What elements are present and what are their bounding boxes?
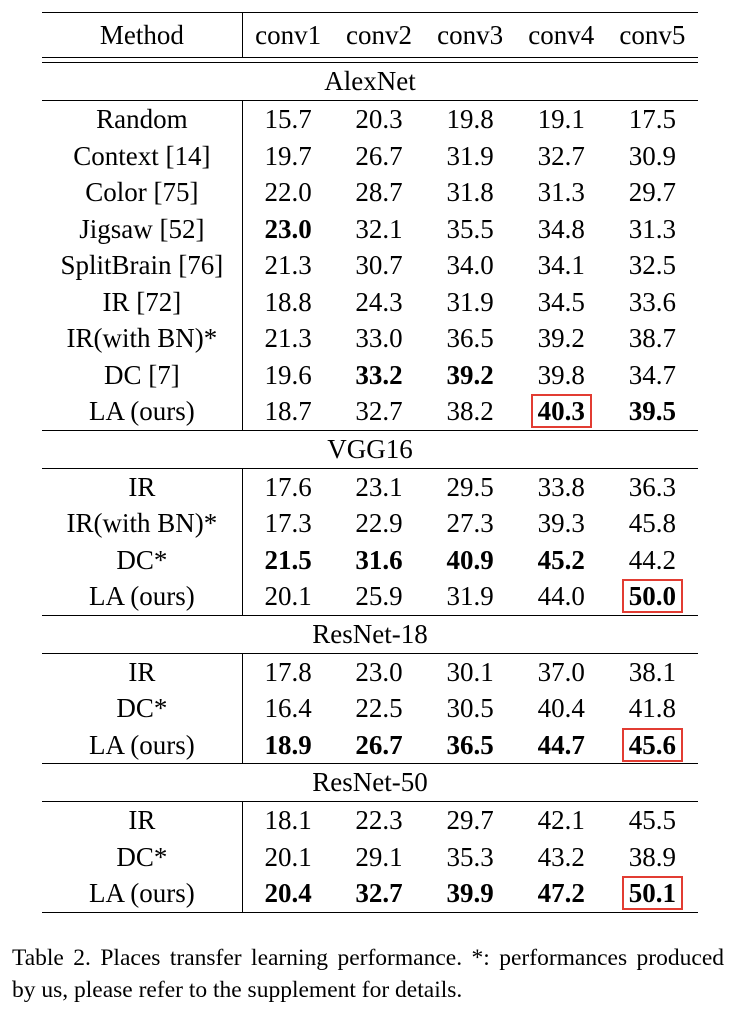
method-name: IR <box>42 653 242 690</box>
score-value: 29.7 <box>446 805 494 836</box>
score-value: 34.7 <box>628 359 677 390</box>
score-cell <box>242 468 333 505</box>
score-value: 38.7 <box>628 323 677 354</box>
score-cell <box>607 211 698 248</box>
score-cell <box>516 505 607 542</box>
score-value: 31.9 <box>446 140 494 171</box>
score-cell <box>607 690 698 727</box>
score-value: 31.3 <box>628 213 677 244</box>
table-row <box>42 101 698 138</box>
score-value: 39.9 <box>446 878 494 909</box>
section-title: ResNet-18 <box>42 615 698 653</box>
method-name: LA (ours) <box>42 875 242 912</box>
method-name: DC [7] <box>42 357 242 394</box>
score-cell <box>607 727 698 764</box>
score-value: 45.8 <box>628 508 677 539</box>
score-cell <box>425 284 516 321</box>
table-row <box>42 284 698 321</box>
score-cell <box>607 542 698 579</box>
score-value: 20.1 <box>264 581 312 612</box>
score-value: 47.2 <box>537 878 585 909</box>
score-value: 36.5 <box>446 729 494 760</box>
method-name: DC* <box>42 839 242 876</box>
method-name: LA (ours) <box>42 578 242 615</box>
score-value: 32.1 <box>355 213 403 244</box>
score-cell <box>516 284 607 321</box>
score-cell <box>333 542 424 579</box>
score-value: 40.9 <box>446 544 494 575</box>
score-cell <box>425 101 516 138</box>
score-cell <box>607 578 698 615</box>
score-value: 23.1 <box>355 471 403 502</box>
score-value: 20.1 <box>264 841 312 872</box>
score-cell <box>333 101 424 138</box>
section-title: VGG16 <box>42 430 698 468</box>
score-cell <box>607 802 698 839</box>
table-row <box>42 802 698 839</box>
score-cell <box>516 357 607 394</box>
table-row <box>42 505 698 542</box>
score-value: 39.8 <box>537 359 585 390</box>
score-value: 44.0 <box>537 581 585 612</box>
score-value: 20.4 <box>264 878 312 909</box>
score-value: 44.2 <box>628 544 677 575</box>
score-cell <box>516 653 607 690</box>
score-value: 33.0 <box>355 323 403 354</box>
score-value: 34.8 <box>537 213 585 244</box>
score-value: 32.7 <box>355 878 403 909</box>
score-value: 18.9 <box>264 729 312 760</box>
table-row <box>42 690 698 727</box>
score-value: 36.5 <box>446 323 494 354</box>
score-cell <box>333 690 424 727</box>
score-cell <box>333 505 424 542</box>
score-cell <box>242 542 333 579</box>
header-conv4: conv4 <box>516 13 607 58</box>
score-cell <box>425 578 516 615</box>
score-cell <box>425 839 516 876</box>
score-value: 19.7 <box>264 140 312 171</box>
table-header-row <box>42 13 698 58</box>
score-cell <box>425 138 516 175</box>
score-value: 17.6 <box>264 471 312 502</box>
score-value: 41.8 <box>628 693 677 724</box>
score-value: 18.7 <box>264 396 312 427</box>
score-cell <box>242 653 333 690</box>
score-cell <box>242 357 333 394</box>
table-row <box>42 174 698 211</box>
score-cell <box>516 138 607 175</box>
score-cell <box>425 505 516 542</box>
score-value: 32.7 <box>355 396 403 427</box>
score-value: 38.2 <box>446 396 494 427</box>
score-cell <box>516 211 607 248</box>
score-value: 31.3 <box>537 177 585 208</box>
table-row <box>42 247 698 284</box>
score-value: 38.1 <box>628 656 677 687</box>
table-row <box>42 875 698 912</box>
score-cell <box>425 875 516 912</box>
score-cell <box>607 505 698 542</box>
score-value: 38.9 <box>628 841 677 872</box>
score-value: 15.7 <box>264 104 312 135</box>
results-table-body <box>42 13 698 913</box>
score-value: 33.2 <box>355 359 403 390</box>
score-cell <box>333 247 424 284</box>
score-value: 39.5 <box>628 396 677 427</box>
table-row <box>42 542 698 579</box>
method-name: Random <box>42 101 242 138</box>
score-value: 45.5 <box>628 805 677 836</box>
score-cell <box>516 578 607 615</box>
score-cell <box>516 320 607 357</box>
score-value: 30.9 <box>628 140 677 171</box>
score-cell <box>425 542 516 579</box>
score-value: 28.7 <box>355 177 403 208</box>
section-header-row <box>42 764 698 802</box>
header-conv3: conv3 <box>425 13 516 58</box>
score-cell <box>333 578 424 615</box>
score-value: 34.5 <box>537 286 585 317</box>
score-value: 34.0 <box>446 250 494 281</box>
score-value: 25.9 <box>355 581 403 612</box>
score-value: 35.3 <box>446 841 494 872</box>
score-cell <box>425 468 516 505</box>
score-value: 26.7 <box>355 140 403 171</box>
score-value: 50.1 <box>622 876 683 910</box>
score-value: 27.3 <box>446 508 494 539</box>
table-row <box>42 468 698 505</box>
section-title: ResNet-50 <box>42 764 698 802</box>
score-cell <box>425 393 516 430</box>
score-value: 50.0 <box>622 579 683 613</box>
score-cell <box>516 174 607 211</box>
score-cell <box>242 320 333 357</box>
score-value: 22.9 <box>355 508 403 539</box>
score-cell <box>242 393 333 430</box>
score-value: 19.8 <box>446 104 494 135</box>
score-cell <box>516 802 607 839</box>
score-cell <box>516 393 607 430</box>
score-cell <box>516 247 607 284</box>
score-value: 39.2 <box>446 359 494 390</box>
score-value: 17.8 <box>264 656 312 687</box>
score-value: 22.5 <box>355 693 403 724</box>
score-cell <box>607 284 698 321</box>
section-title: AlexNet <box>42 63 698 101</box>
header-conv2: conv2 <box>333 13 424 58</box>
score-cell <box>516 839 607 876</box>
table-row <box>42 578 698 615</box>
score-value: 43.2 <box>537 841 585 872</box>
method-name: Jigsaw [52] <box>42 211 242 248</box>
score-cell <box>516 875 607 912</box>
section-header-row <box>42 63 698 101</box>
score-value: 37.0 <box>537 656 585 687</box>
score-cell <box>333 468 424 505</box>
method-name: LA (ours) <box>42 727 242 764</box>
score-value: 29.7 <box>628 177 677 208</box>
score-cell <box>242 284 333 321</box>
results-table <box>42 12 698 913</box>
score-value: 20.3 <box>355 104 403 135</box>
score-cell <box>242 505 333 542</box>
table-row <box>42 727 698 764</box>
score-cell <box>516 690 607 727</box>
header-conv1: conv1 <box>242 13 333 58</box>
score-cell <box>333 211 424 248</box>
score-cell <box>607 320 698 357</box>
score-cell <box>242 138 333 175</box>
method-name: IR(with BN)* <box>42 320 242 357</box>
table-row <box>42 839 698 876</box>
score-cell <box>242 174 333 211</box>
score-cell <box>242 875 333 912</box>
score-value: 23.0 <box>264 213 312 244</box>
score-cell <box>607 653 698 690</box>
score-cell <box>333 284 424 321</box>
score-value: 33.8 <box>537 471 585 502</box>
score-value: 24.3 <box>355 286 403 317</box>
score-cell <box>333 174 424 211</box>
score-cell <box>333 802 424 839</box>
score-cell <box>333 875 424 912</box>
score-value: 36.3 <box>628 471 677 502</box>
score-value: 39.2 <box>537 323 585 354</box>
score-value: 21.5 <box>264 544 312 575</box>
score-cell <box>242 101 333 138</box>
score-value: 40.3 <box>531 394 592 428</box>
score-cell <box>333 357 424 394</box>
header-method: Method <box>42 13 242 58</box>
score-value: 17.5 <box>628 104 677 135</box>
score-cell <box>607 247 698 284</box>
score-cell <box>425 357 516 394</box>
table-row <box>42 138 698 175</box>
score-cell <box>607 393 698 430</box>
score-value: 30.7 <box>355 250 403 281</box>
table-row <box>42 357 698 394</box>
table-row <box>42 393 698 430</box>
score-value: 31.9 <box>446 286 494 317</box>
table-row <box>42 320 698 357</box>
section-header-row <box>42 615 698 653</box>
score-value: 19.1 <box>537 104 585 135</box>
score-cell <box>516 468 607 505</box>
score-cell <box>607 875 698 912</box>
score-cell <box>607 468 698 505</box>
score-cell <box>242 690 333 727</box>
score-cell <box>516 727 607 764</box>
score-cell <box>425 174 516 211</box>
score-value: 22.0 <box>264 177 312 208</box>
method-name: LA (ours) <box>42 393 242 430</box>
score-cell <box>607 174 698 211</box>
score-value: 31.9 <box>446 581 494 612</box>
header-conv5: conv5 <box>607 13 698 58</box>
score-value: 21.3 <box>264 323 312 354</box>
score-cell <box>425 211 516 248</box>
method-name: IR [72] <box>42 284 242 321</box>
score-cell <box>333 839 424 876</box>
table-caption: Table 2. Places transfer learning performance. *: performances produced by us, please refer to the supplement for details. <box>12 945 724 1003</box>
score-cell <box>333 653 424 690</box>
table-row <box>42 211 698 248</box>
score-value: 31.6 <box>355 544 403 575</box>
score-value: 16.4 <box>264 693 312 724</box>
score-value: 32.5 <box>628 250 677 281</box>
score-value: 35.5 <box>446 213 494 244</box>
score-value: 26.7 <box>355 729 403 760</box>
score-cell <box>516 101 607 138</box>
score-value: 21.3 <box>264 250 312 281</box>
results-table-container <box>42 12 698 913</box>
score-value: 31.8 <box>446 177 494 208</box>
score-cell <box>242 247 333 284</box>
score-value: 29.5 <box>446 471 494 502</box>
score-cell <box>607 839 698 876</box>
score-value: 32.7 <box>537 140 585 171</box>
score-cell <box>425 727 516 764</box>
score-value: 29.1 <box>355 841 403 872</box>
score-value: 45.2 <box>537 544 585 575</box>
score-value: 17.3 <box>264 508 312 539</box>
score-cell <box>242 578 333 615</box>
score-value: 45.6 <box>622 728 683 762</box>
score-cell <box>333 320 424 357</box>
score-cell <box>333 138 424 175</box>
score-value: 30.5 <box>446 693 494 724</box>
score-cell <box>333 727 424 764</box>
score-value: 33.6 <box>628 286 677 317</box>
score-value: 39.3 <box>537 508 585 539</box>
score-value: 18.8 <box>264 286 312 317</box>
score-cell <box>242 211 333 248</box>
method-name: Context [14] <box>42 138 242 175</box>
score-cell <box>516 542 607 579</box>
score-cell <box>333 393 424 430</box>
score-cell <box>607 101 698 138</box>
score-value: 44.7 <box>537 729 585 760</box>
score-value: 42.1 <box>537 805 585 836</box>
score-cell <box>425 802 516 839</box>
score-value: 22.3 <box>355 805 403 836</box>
score-cell <box>242 802 333 839</box>
method-name: IR(with BN)* <box>42 505 242 542</box>
score-value: 34.1 <box>537 250 585 281</box>
score-value: 23.0 <box>355 656 403 687</box>
table-row <box>42 653 698 690</box>
method-name: IR <box>42 468 242 505</box>
score-value: 40.4 <box>537 693 585 724</box>
method-name: IR <box>42 802 242 839</box>
score-cell <box>242 727 333 764</box>
method-name: SplitBrain [76] <box>42 247 242 284</box>
score-cell <box>607 357 698 394</box>
score-cell <box>425 690 516 727</box>
method-name: DC* <box>42 542 242 579</box>
score-cell <box>242 839 333 876</box>
score-value: 30.1 <box>446 656 494 687</box>
score-value: 18.1 <box>264 805 312 836</box>
score-cell <box>425 653 516 690</box>
score-value: 19.6 <box>264 359 312 390</box>
score-cell <box>425 247 516 284</box>
score-cell <box>607 138 698 175</box>
section-header-row <box>42 430 698 468</box>
method-name: DC* <box>42 690 242 727</box>
score-cell <box>425 320 516 357</box>
method-name: Color [75] <box>42 174 242 211</box>
